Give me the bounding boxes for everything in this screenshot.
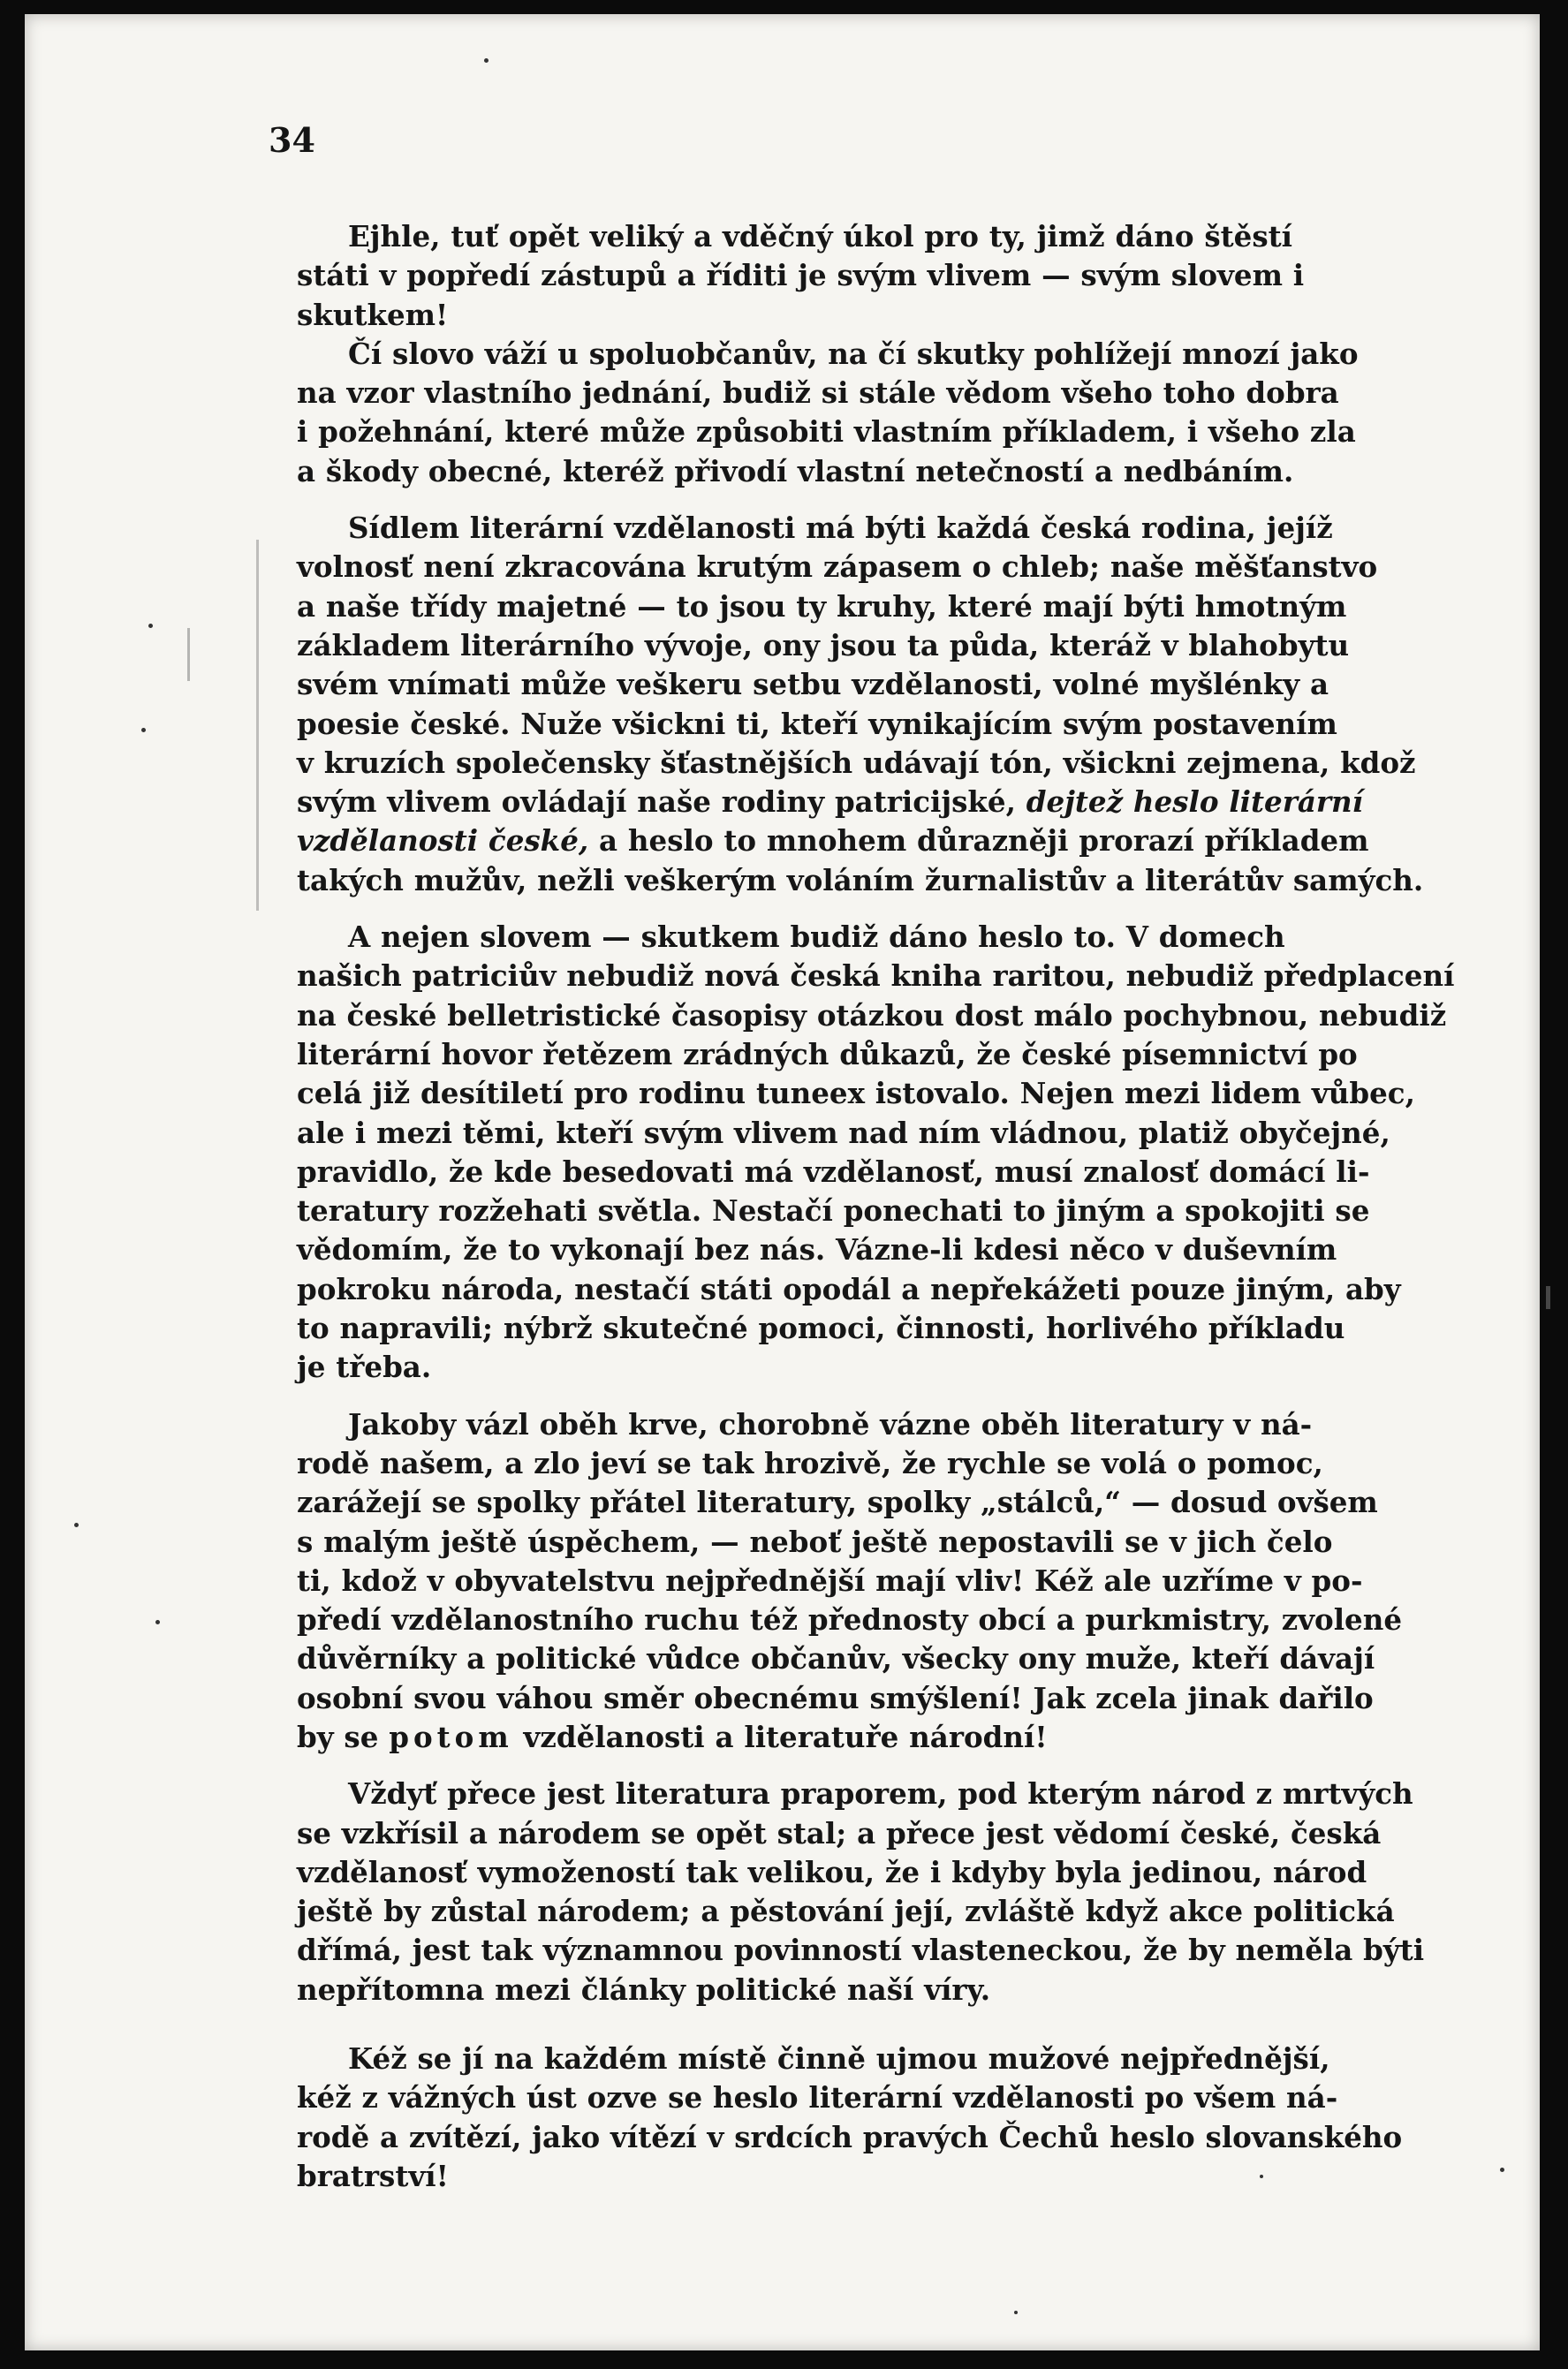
text-line: poesie české. Nuže všickni ti, kteří vynikajícím svým postavením xyxy=(297,706,1337,741)
text-line: základem literárního vývoje, ony jsou ta půda, kteráž v blahobytu xyxy=(297,627,1350,662)
text-line: pokroku národa, nestačí státi opodál a nepřekážeti pouze jiným, aby xyxy=(297,1271,1401,1306)
paragraph-2 xyxy=(297,335,1489,491)
text-line: pravidlo, že kde besedovati má vzdělanosť, musí znalosť domácí li- xyxy=(297,1154,1370,1189)
text-line: důvěrníky a politické vůdce občanův, všecky ony muže, kteří dávají xyxy=(297,1641,1375,1676)
scan-speck xyxy=(1014,2311,1018,2314)
text-line: dřímá, jest tak významnou povinností vlasteneckou, že by neměla býti xyxy=(297,1933,1425,1968)
text-line: státi v popředí zástupů a říditi je svým vlivem — svým slovem i xyxy=(297,258,1305,293)
text-line: celá již desítiletí pro rodinu tuneex istovalo. Nejen mezi lidem vůbec, xyxy=(297,1076,1415,1111)
scan-mark xyxy=(1546,1286,1550,1309)
text-line: a naše třídy majetné — to jsou ty kruhy, které mají býti hmotným xyxy=(297,588,1347,624)
text-line: ale i mezi těmi, kteří svým vlivem nad ním vládnou, platiž obyčejné, xyxy=(297,1115,1390,1150)
paragraph-1 xyxy=(297,217,1489,335)
scan-speck xyxy=(148,624,153,628)
scan-speck xyxy=(74,1523,79,1527)
text-line: na vzor vlastního jednání, budiž si stále vědom všeho toho dobra xyxy=(297,375,1339,411)
emphasis-text: dejtež heslo literární xyxy=(1026,784,1363,820)
text-line: našich patriciův nebudiž nová česká kniha raritou, nebudiž předplacení xyxy=(297,958,1455,994)
text-line: teratury rozžehati světla. Nestačí ponechati to jiným a spokojiti se xyxy=(297,1193,1370,1229)
scan-speck xyxy=(1260,2175,1263,2178)
text-body xyxy=(297,217,1489,2196)
text-segment: a heslo to mnohem důrazněji prorazí příkladem xyxy=(599,823,1369,859)
scan-speck xyxy=(155,1620,160,1624)
text-line: Ejhle, tuť opět veliký a vděčný úkol pro ty, jimž dáno štěstí xyxy=(348,219,1292,254)
text-line: bratrství! xyxy=(297,2158,449,2193)
paragraph-7 xyxy=(297,2040,1489,2196)
text-line: literární hovor řetězem zrádných důkazů, že české písemnictví po xyxy=(297,1036,1358,1071)
text-line: ti, kdož v obyvatelstvu nejpřednější mají vliv! Kéž ale uzříme v po- xyxy=(297,1563,1363,1598)
scan-speck xyxy=(1500,2168,1504,2172)
text-segment: by se xyxy=(297,1719,379,1754)
text-line: vědomím, že to vykonají bez nás. Vázne-li kdesi něco v duševním xyxy=(297,1232,1337,1268)
text-line xyxy=(297,783,1489,821)
book-page xyxy=(25,14,1540,2350)
text-line: předí vzdělanostního ruchu též přednosty obcí a purkmistry, zvolené xyxy=(297,1602,1403,1638)
text-line: rodě našem, a zlo jeví se tak hrozivě, že rychle se volá o pomoc, xyxy=(297,1445,1323,1480)
text-segment: svým vlivem ovládají naše rodiny patricijské, xyxy=(297,784,1016,820)
text-line: se vzkřísil a národem se opět stal; a přece jest vědomí české, česká xyxy=(297,1815,1382,1851)
scan-mark xyxy=(256,540,259,911)
text-line: zarážejí se spolky přátel literatury, spolky „stálců,“ — dosud ovšem xyxy=(297,1485,1378,1520)
text-line: s malým ještě úspěchem, — neboť ještě nepostavili se v jich čelo xyxy=(297,1524,1333,1559)
text-line xyxy=(297,1718,1489,1757)
paragraph-6 xyxy=(297,1775,1489,2009)
paragraph-3 xyxy=(297,509,1489,900)
text-line: a škody obecné, kteréž přivodí vlastní netečností a nedbáním. xyxy=(297,453,1294,488)
paragraph-4 xyxy=(297,918,1489,1388)
scan-speck xyxy=(141,728,146,732)
text-line: volnosť není zkracována krutým zápasem o chleb; naše měšťanstvo xyxy=(297,549,1378,585)
page-number: 34 xyxy=(269,120,315,160)
text-line: vzdělanosť vymožeností tak velikou, že i kdyby byla jedinou, národ xyxy=(297,1854,1367,1889)
text-line xyxy=(297,821,1489,860)
text-line: na české belletristické časopisy otázkou dost málo pochybnou, nebudiž xyxy=(297,997,1447,1033)
text-line: kéž z vážných úst ozve se heslo literární vzdělanosti po všem ná- xyxy=(297,2080,1338,2115)
text-line: svém vnímati může veškeru setbu vzdělanosti, volné myšlénky a xyxy=(297,667,1329,702)
emphasis-text: vzdělanosti české, xyxy=(297,823,589,859)
text-line: ještě by zůstal národem; a pěstování její, zvláště když akce politická xyxy=(297,1894,1395,1929)
text-segment: vzdělanosti a literatuře národní! xyxy=(523,1719,1048,1754)
text-line: takých mužův, nežli veškerým voláním žurnalistův a literátův samých. xyxy=(297,862,1424,897)
scan-mark xyxy=(187,628,190,681)
text-line: osobní svou váhou směr obecnému smýšlení! Jak zcela jinak dařilo xyxy=(297,1680,1374,1715)
paragraph-5 xyxy=(297,1405,1489,1758)
text-line: Čí slovo váží u spoluobčanův, na čí skutky pohlížejí mnozí jako xyxy=(348,336,1359,371)
text-line: Sídlem literární vzdělanosti má býti každá česká rodina, jejíž xyxy=(348,511,1333,546)
text-line: skutkem! xyxy=(297,297,449,332)
text-line: A nejen slovem — skutkem budiž dáno heslo to. V domech xyxy=(348,920,1285,955)
text-line: Kéž se jí na každém místě činně ujmou mužové nejpřednější, xyxy=(348,2041,1330,2077)
text-line: Jakoby vázl oběh krve, chorobně vázne oběh literatury v ná- xyxy=(348,1406,1313,1442)
spaced-emphasis-text: potom xyxy=(389,1719,513,1754)
text-line: to napravili; nýbrž skutečné pomoci, činnosti, horlivého příkladu xyxy=(297,1311,1345,1346)
text-line: nepřítomna mezi články politické naší víry. xyxy=(297,1972,991,2007)
text-line: i požehnání, které může způsobiti vlastním příkladem, i všeho zla xyxy=(297,414,1356,450)
text-line: je třeba. xyxy=(297,1350,432,1385)
text-line: Vždyť přece jest literatura praporem, pod kterým národ z mrtvých xyxy=(348,1776,1413,1812)
scan-speck xyxy=(484,58,489,63)
text-line: v kruzích společensky šťastnějších udávají tón, všickni zejmena, kdož xyxy=(297,745,1416,780)
text-line: rodě a zvítězí, jako vítězí v srdcích pravých Čechů heslo slovanského xyxy=(297,2119,1403,2154)
